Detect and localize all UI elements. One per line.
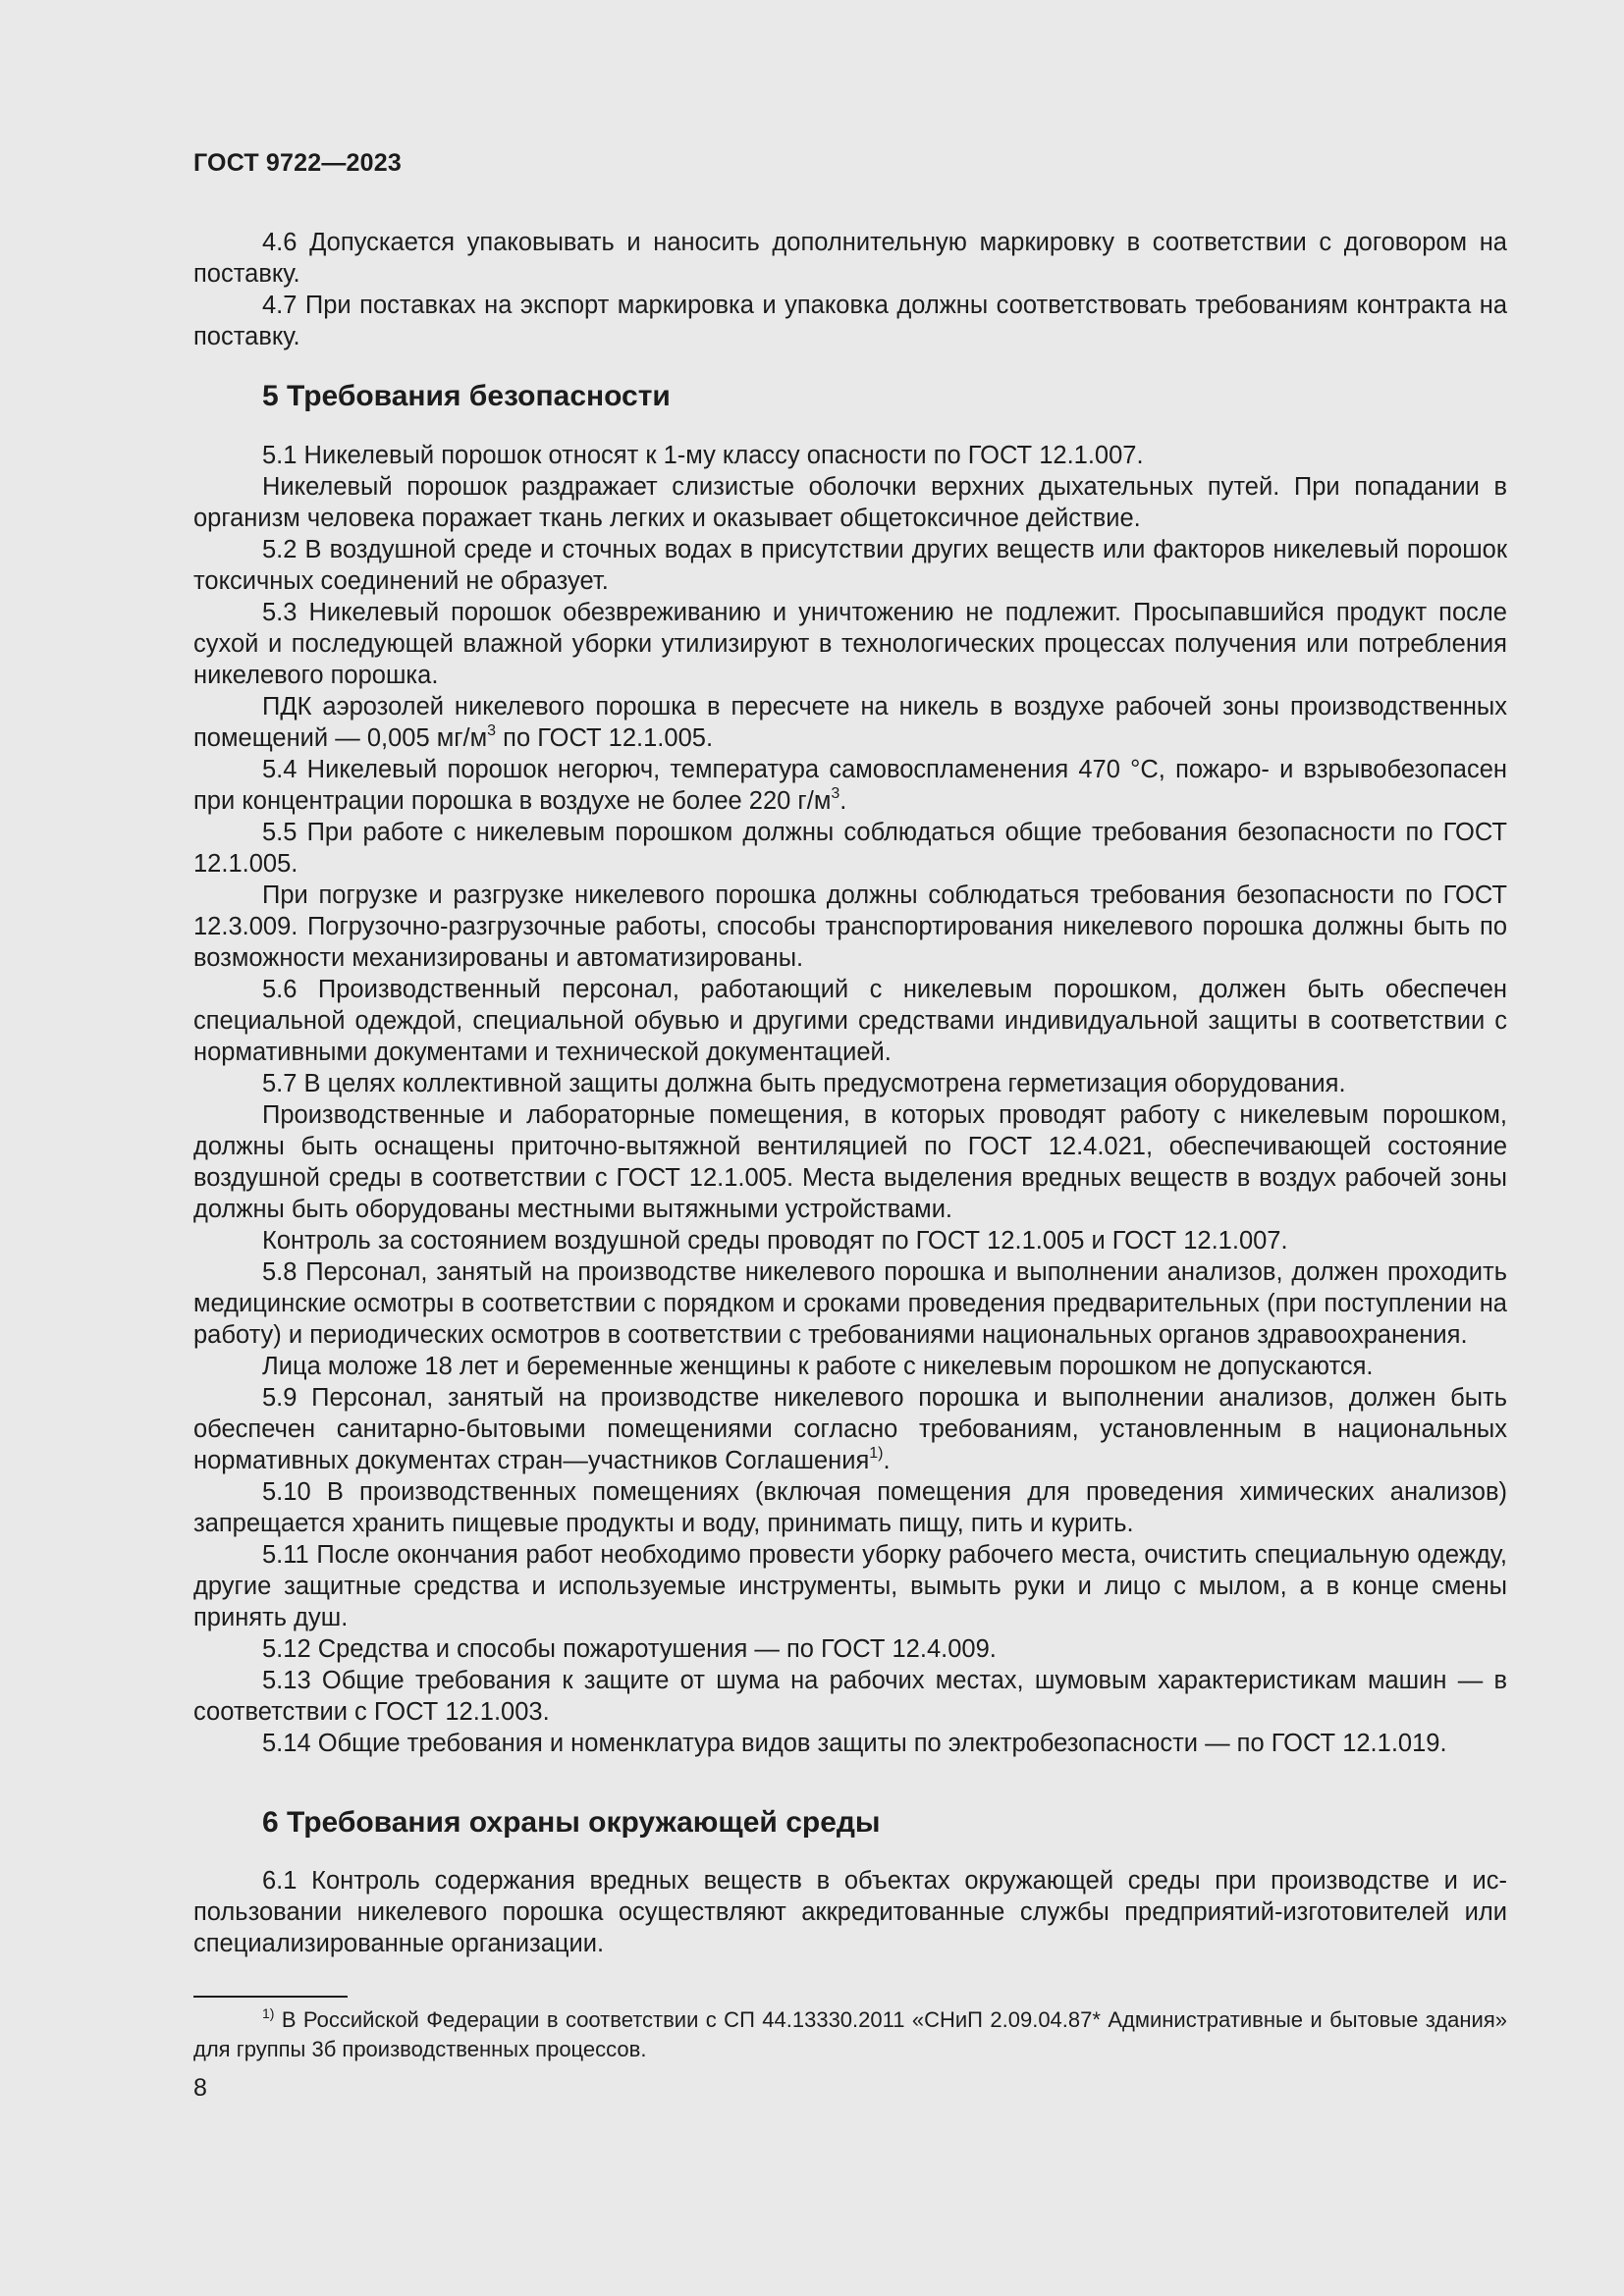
paragraph-5-1-cont: Никелевый порошок раздражает слизистые оболочки верхних дыхательных путей. При попадании в организм человека поражает ткань легких и оказывает общетоксичное действие. <box>193 473 1507 532</box>
paragraph-5-6: 5.6 Производственный персонал, работающий с никелевым порошком, должен быть обеспечен специальной одеждой, специальной обувью и другими средствами индивидуальной защиты в соответствии с нормативными документами и технической документацией. <box>193 976 1507 1066</box>
paragraph-4-7: 4.7 При поставках на экспорт маркировка и упаковка должны соответствовать требованиям контракта на поставку. <box>193 292 1507 350</box>
paragraph-6-1: 6.1 Контроль содержания вредных веществ в объектах окружающей среды при производстве и использовании никелевого порошка осуществляют аккредитованные службы предприятий-изготовителей или специализированные организации. <box>193 1867 1507 1957</box>
paragraph-5-10: 5.10 В производственных помещениях (включая помещения для проведения химических анализов) запрещается хранить пищевые продукты и воду, принимать пищу, пить и курить. <box>193 1478 1507 1537</box>
footnote-reference: 1) <box>869 1445 884 1462</box>
paragraph-5-4 <box>193 754 1507 817</box>
section-5-heading: 5 Требования безопасности <box>262 380 671 412</box>
section-5-body <box>193 440 1507 1759</box>
paragraph-5-8: 5.8 Персонал, занятый на производстве никелевого порошка и выполнении анализов, должен проходить медицинские осмотры в соответствии с порядком и сроками проведения предварительных (при поступлении на работу) и периодических осмотров в соответствии с требованиями национальных органов здравоохранения. <box>193 1258 1507 1349</box>
sanitary-text-end: . <box>883 1447 891 1474</box>
flammability-text: 5.4 Никелевый порошок негорюч, температура самовоспламенения 470 °С, пожаро- и взрывобезопасен при концентрации порошка в воздухе не более 220 г/м <box>193 756 1507 815</box>
paragraph-5-3: 5.3 Никелевый порошок обезвреживанию и уничтожению не подлежит. Просыпавшийся продукт после сухой и последующей влажной уборки утилизируют в технологических процессах получения или потребления никелевого порошка. <box>193 599 1507 689</box>
footnote <box>193 2005 1507 2064</box>
paragraph-4-6: 4.6 Допускается упаковывать и наносить дополнительную маркировку в соответствии с договором на поставку. <box>193 229 1507 288</box>
paragraph-5-12: 5.12 Средства и способы пожаротушения — по ГОСТ 12.4.009. <box>262 1635 997 1663</box>
section-4-tail <box>193 227 1507 352</box>
paragraph-5-5-loading: При погрузке и разгрузке никелевого порошка должны соблюдаться требования безопасности по ГОСТ 12.3.009. Погрузочно-разгрузочные работы, способы транспортирования никелевого порошка должны быть по возможности механизированы и автоматизированы. <box>193 881 1507 972</box>
paragraph-5-9 <box>193 1382 1507 1476</box>
section-6-body <box>193 1865 1507 1959</box>
paragraph-5-7-ventilation: Производственные и лабораторные помещения, в которых проводят работу с никелевым порошком, должны быть оснащены приточно-вытяжной вентиляцией по ГОСТ 12.4.021, обеспечивающей состояние воздушной среды в соответствии с ГОСТ 12.1.005. Места выделения вредных веществ в воздух рабочей зоны должны быть оборудованы местными вытяжными устройствами. <box>193 1101 1507 1223</box>
paragraph-5-7: 5.7 В целях коллективной защиты должна быть предусмотрена герметизация оборудования. <box>262 1070 1346 1097</box>
paragraph-5-3-pdk <box>193 691 1507 754</box>
footnote-marker: 1) <box>262 2005 275 2021</box>
paragraph-5-1: 5.1 Никелевый порошок относят к 1-му классу опасности по ГОСТ 12.1.007. <box>262 442 1144 469</box>
superscript-cubic: 3 <box>831 785 840 802</box>
paragraph-5-8-restriction: Лица моложе 18 лет и беременные женщины к работе с никелевым порошком не допускаются. <box>262 1353 1374 1380</box>
document-code-header: ГОСТ 9722—2023 <box>193 149 402 177</box>
paragraph-5-2: 5.2 В воздушной среде и сточных водах в присутствии других веществ или факторов никелевый порошок токсичных соединений не образует. <box>193 536 1507 595</box>
paragraph-5-11: 5.11 После окончания работ необходимо провести уборку рабочего места, очистить специальную одежду, другие защитные средства и используемые инструменты, вымыть руки и лицо с мылом, а в конце смены принять душ. <box>193 1541 1507 1631</box>
footnote-separator <box>193 1996 348 1998</box>
paragraph-5-14: 5.14 Общие требования и номенклатура видов защиты по электробезопасности — по ГОСТ 12.1.019. <box>262 1730 1447 1757</box>
paragraph-5-7-control: Контроль за состоянием воздушной среды проводят по ГОСТ 12.1.005 и ГОСТ 12.1.007. <box>262 1227 1288 1255</box>
page-number: 8 <box>193 2074 207 2102</box>
footnote-text <box>193 2005 1507 2064</box>
superscript-cubic: 3 <box>487 722 497 739</box>
pdk-text: ПДК аэрозолей никелевого порошка в пересчете на никель в воздухе рабочей зоны производственных помещений — 0,005 мг/м <box>193 693 1507 752</box>
footnote-body: В Российской Федерации в соответствии с СП 44.13330.2011 «СНиП 2.09.04.87* Административные и бытовые здания» для группы 3б производственных процессов. <box>193 2007 1507 2061</box>
sanitary-text: 5.9 Персонал, занятый на производстве никелевого порошка и выполнении анализов, должен быть обеспечен санитарно-бытовыми помещениями согласно требованиям, установленным в национальных нормативных документах стран—участников Соглашения <box>193 1384 1507 1474</box>
section-6-heading: 6 Требования охраны окружающей среды <box>262 1806 881 1839</box>
paragraph-5-5: 5.5 При работе с никелевым порошком должны соблюдаться общие требования безопасности по ГОСТ 12.1.005. <box>193 819 1507 878</box>
paragraph-5-13: 5.13 Общие требования к защите от шума на рабочих местах, шумовым характеристикам машин — в соответствии с ГОСТ 12.1.003. <box>193 1667 1507 1726</box>
flammability-text-end: . <box>839 787 847 815</box>
pdk-text-end: по ГОСТ 12.1.005. <box>496 724 714 752</box>
